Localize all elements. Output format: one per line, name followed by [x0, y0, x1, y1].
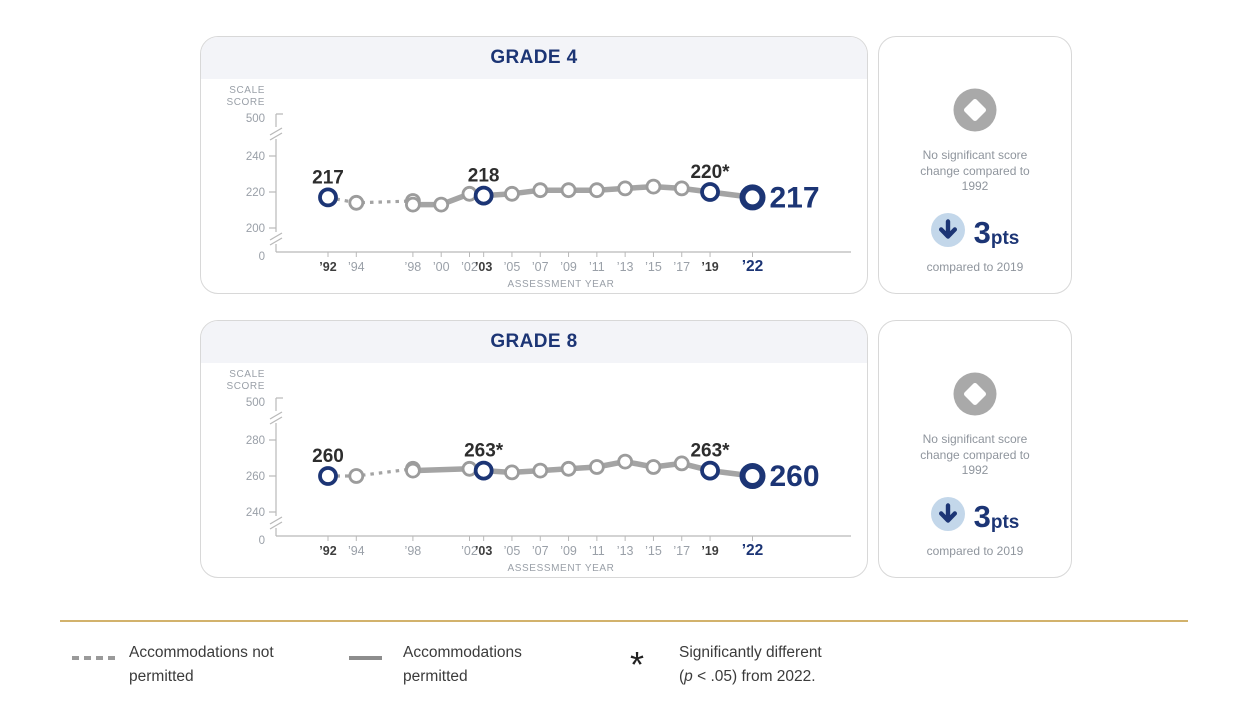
svg-text:’11: ’11: [588, 544, 605, 558]
grade4-no-change-text: No significant score change compared to 1992: [920, 148, 1030, 194]
svg-text:’94: ’94: [347, 260, 365, 274]
svg-text:263*: 263*: [464, 440, 504, 462]
grade8-chart-card: [200, 320, 868, 578]
no-change-diamond-icon: [952, 87, 998, 138]
grade8-delta-points: 3: [973, 498, 991, 534]
svg-text:’05: ’05: [503, 260, 521, 274]
svg-text:0: 0: [258, 251, 265, 263]
svg-text:500: 500: [245, 397, 265, 409]
svg-text:SCALE: SCALE: [229, 369, 265, 380]
svg-text:SCORE: SCORE: [226, 381, 265, 392]
svg-text:’17: ’17: [673, 544, 691, 558]
svg-text:’94: ’94: [347, 544, 365, 558]
svg-text:263*: 263*: [690, 440, 730, 462]
grade8-delta-row: [931, 497, 1020, 536]
down-arrow-icon: [931, 213, 965, 252]
svg-text:240: 240: [245, 151, 265, 163]
grade4-title: GRADE 4: [490, 47, 578, 68]
svg-text:’09: ’09: [560, 260, 577, 274]
grade4-delta-points: 3: [973, 214, 991, 250]
svg-text:’02: ’02: [461, 544, 478, 558]
svg-text:260: 260: [312, 446, 344, 467]
grade4-summary-card: [878, 36, 1072, 294]
svg-text:260: 260: [245, 471, 265, 483]
svg-text:’07: ’07: [531, 544, 549, 558]
svg-text:’11: ’11: [588, 260, 605, 274]
grade4-trend-chart: [203, 80, 863, 294]
solid-line-swatch: [349, 656, 382, 660]
svg-text:0: 0: [258, 535, 265, 547]
svg-text:218: 218: [467, 165, 500, 187]
svg-text:SCALE: SCALE: [229, 85, 265, 96]
svg-text:220*: 220*: [690, 162, 730, 183]
svg-text:SCORE: SCORE: [226, 97, 265, 108]
svg-text:’15: ’15: [645, 260, 662, 274]
grade8-no-change-text: No significant score change compared to 1992: [920, 432, 1030, 478]
grade8-trend-chart: [203, 364, 863, 578]
svg-text:’15: ’15: [645, 544, 662, 558]
svg-text:’98: ’98: [404, 260, 422, 274]
svg-text:ASSESSMENT YEAR: ASSESSMENT YEAR: [507, 563, 615, 574]
svg-text:’00: ’00: [432, 260, 450, 274]
grade4-header: [201, 37, 867, 79]
svg-text:200: 200: [245, 223, 265, 235]
svg-text:’09: ’09: [560, 544, 577, 558]
svg-text:’07: ’07: [531, 260, 549, 274]
svg-text:240: 240: [245, 507, 265, 519]
p-value-symbol: p: [684, 668, 693, 686]
grade8-compare-text: compared to 2019: [926, 543, 1024, 558]
down-arrow-icon: [931, 497, 965, 536]
svg-text:’92: ’92: [319, 544, 337, 558]
grade4-delta-row: [931, 213, 1020, 252]
svg-text:’03: ’03: [474, 544, 493, 558]
svg-text:’92: ’92: [319, 260, 337, 274]
svg-text:’13: ’13: [616, 544, 634, 558]
grade8-summary-card: [878, 320, 1072, 578]
svg-text:’05: ’05: [503, 544, 521, 558]
grade4-compare-text: compared to 2019: [926, 259, 1024, 274]
svg-text:280: 280: [245, 435, 265, 447]
grade8-delta-unit: pts: [990, 511, 1020, 533]
svg-text:’13: ’13: [616, 260, 634, 274]
svg-text:217: 217: [312, 167, 344, 189]
svg-text:ASSESSMENT YEAR: ASSESSMENT YEAR: [507, 279, 615, 290]
svg-text:’22: ’22: [741, 542, 764, 559]
svg-text:’19: ’19: [701, 544, 719, 558]
dashed-line-swatch: [72, 656, 118, 660]
legend-accommodations-not-permitted: Accommodations not permitted: [129, 644, 274, 686]
svg-text:’98: ’98: [404, 544, 422, 558]
svg-text:217: 217: [769, 181, 820, 215]
grade8-title: GRADE 8: [490, 331, 578, 352]
svg-text:’19: ’19: [701, 260, 719, 274]
asterisk-icon: *: [630, 644, 645, 685]
grade4-delta-unit: pts: [990, 227, 1020, 249]
no-change-diamond-icon: [952, 371, 998, 422]
grade4-chart-card: [200, 36, 868, 294]
svg-text:’22: ’22: [741, 258, 764, 275]
svg-text:’02: ’02: [461, 260, 478, 274]
legend-accommodations-permitted: Accommodations permitted: [403, 644, 522, 686]
svg-text:’03: ’03: [474, 260, 493, 274]
legend-significantly-different: Significantly different (p < .05) from 2022.: [679, 644, 822, 686]
legend-divider-rule: [60, 620, 1188, 622]
svg-text:500: 500: [245, 113, 265, 125]
svg-text:220: 220: [245, 187, 265, 199]
grade8-header: [201, 321, 867, 363]
svg-text:260: 260: [769, 460, 820, 493]
svg-text:’17: ’17: [673, 260, 691, 274]
